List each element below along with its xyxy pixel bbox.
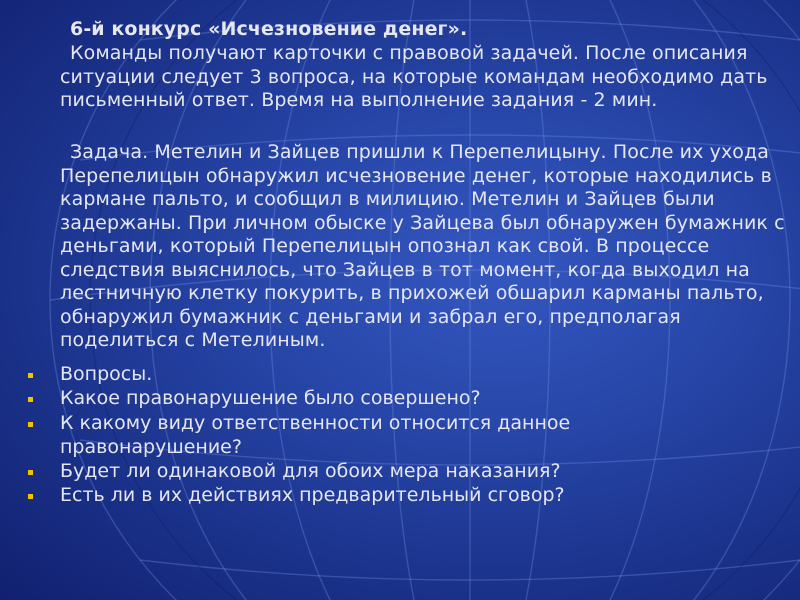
list-item: Вопросы. xyxy=(60,363,760,387)
list-item: Есть ли в их действиях предварительный сговор? xyxy=(60,484,760,508)
list-item: Какое правонарушение было совершено? xyxy=(60,387,760,411)
bullet-square-icon xyxy=(28,470,33,475)
task-paragraph: Задача. Метелин и Зайцев пришли к Перепелицыну. После их ухода Перепелицын обнаружил исчезновение денег, которые находились в кармане пальто, и сообщил в милицию. Метелин и Зайцев были задержаны. При личном обыске у Зайцева был обнаружен бумажник с деньгами, который Перепелицын опознал как свой. В процессе следствия выяснилось, что Зайцев в тот момент, когда выходил на лестничную клетку покурить, в прихожей обшарил карманы пальто, обнаружил бумажник с деньгами и забрал его, предполагая поделиться с Метелиным. xyxy=(60,141,785,351)
list-item: Будет ли одинаковой для обоих мера наказания? xyxy=(60,460,760,484)
list-item: К какому виду ответственности относится данное правонарушение? xyxy=(60,412,660,459)
bullet-square-icon xyxy=(28,373,33,378)
slide-title: 6-й конкурс «Исчезновение денег». xyxy=(70,18,468,40)
bullet-square-icon xyxy=(28,397,33,402)
intro-paragraph: Команды получают карточки с правовой задачей. После описания ситуации следует 3 вопроса, на которые командам необходимо дать письменный ответ. Время на выполнение задания - 2 мин. xyxy=(60,42,768,111)
bullet-square-icon xyxy=(28,422,33,427)
bullet-square-icon xyxy=(28,494,33,499)
